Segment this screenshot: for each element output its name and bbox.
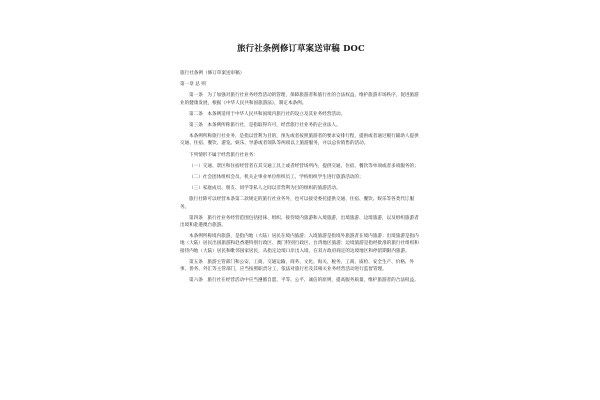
paragraph: 第六条 旅行社在经营活动中应当遵循自愿、平等、公平、诚信的原则，提高服务质量，维护旅游者的合法权益。 xyxy=(189,278,419,284)
document-title: 旅行社条例修订草案送审稿 DOC xyxy=(237,43,365,53)
paragraph: 下列情形不属于经营旅行社业务： xyxy=(189,152,258,158)
document-page xyxy=(180,30,422,392)
list-item: （一）交通、景区和住宿经营者在其交通工具上或者经营场所内，提供交通、住宿、餐饮等单项或者多项服务的； xyxy=(189,163,419,169)
paragraph: 旅行社除可以经营本条第二款规定的旅行社业务外，也可以接受委托提供交通、住宿、餐饮、娱乐等各类代订服务。 xyxy=(180,197,415,210)
paragraph: 第三条 本条例所称旅行社，是指取得许可，经营旅行社业务的企业法人。 xyxy=(189,123,341,129)
paragraph: 本条例所称旅行社业务，是指以营利为目的，预先或者按照旅游者的要求安排行程，提供或者通过履行辅助人提供交通、住宿、餐饮、游览、娱乐、导游或者领队等两项以上旅游服务，并以总价销售的活动。 xyxy=(180,134,419,147)
paragraph: 第四条 旅行社业务经营范围包括招徕、组织、接待境内旅游和入境旅游，出境旅游、边境旅游，以及组织旅游者出境和赴港澳台旅游。 xyxy=(180,215,419,229)
list-item: （三）家庭成员、朋友、同学等私人之间以非营利为目的组织的旅游活动。 xyxy=(189,186,341,192)
list-item: （二）社会团体组织会员、机关企事业单位组织员工、学校组织学生进行旅游活动的； xyxy=(189,175,364,181)
chapter-heading: 第一章 总 则 xyxy=(180,82,206,88)
document-subtitle: 旅行社条例（修订草案送审稿） xyxy=(180,71,245,76)
paragraph: 第二条 本条例适用于中华人民共和国境内旅行社的设立及其业务经营活动。 xyxy=(189,111,346,117)
paragraph: 第一条 为了加强对旅行社业务经营活动的管理，保障旅游者和旅行社的合法权益，维护旅游市场秩序，促进旅游业的健康发展，根据《中华人民共和国旅游法》，制定本条例。 xyxy=(180,93,419,106)
paragraph: 本条例所称境内旅游，是指内地（大陆）居民在境内旅游；入境旅游是指境外旅游者在境内旅游；出境旅游是指内地（大陆）居民出国旅游和赴香港特别行政区、澳门特别行政区、台湾地区旅游；边境旅游是指经批准的旅行社组织和接待内地（大陆）居民和毗邻国家居民，从指定边境口岸出入境，在双方政府商定的边境地区和停留期限内旅游。 xyxy=(180,234,419,254)
paragraph: 第五条 旅游主管部门和公安、工商、交通运输、商务、文化、海关、税务、工商、质检、安全生产、价格、外事、侨务、外汇等主管部门，应当按照职责分工，依法对旅行社及其相关业务经营活动进行监督管理。 xyxy=(180,259,415,273)
